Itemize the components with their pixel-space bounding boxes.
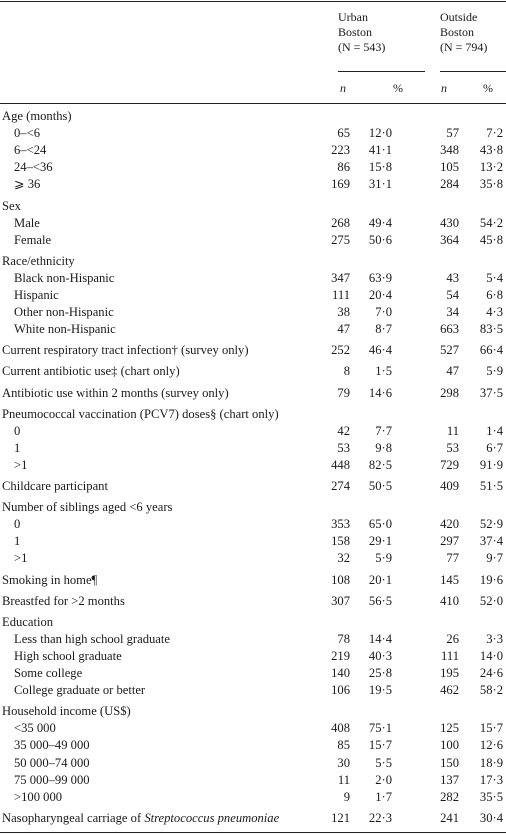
cell-outside-n: 11	[446, 423, 459, 438]
row-label-text: <35 000	[14, 721, 56, 736]
row-label-text: Household income (US$)	[2, 704, 131, 719]
cell-outside-pct: 83·5	[479, 322, 503, 337]
cell-outside-n: 145	[440, 572, 459, 587]
table-row	[0, 287, 506, 304]
cell-outside-n: 420	[440, 517, 459, 532]
cell-urban-pct: 50·6	[368, 232, 392, 247]
cell-urban-n: 219	[331, 648, 350, 663]
row-label	[14, 665, 82, 682]
cell-outside-n: 100	[440, 738, 459, 753]
cell-urban-n: 108	[331, 572, 350, 587]
cell-outside-n: 364	[440, 232, 459, 247]
row-label	[14, 737, 90, 754]
row-label-text: Some college	[14, 666, 83, 680]
cell-urban-pct: 63·9	[368, 270, 392, 285]
row-label-text: College graduate or better	[14, 683, 146, 698]
header-sub-rule-urban	[338, 71, 425, 72]
cell-urban-pct: 5·9	[375, 551, 392, 566]
row-label-text: Current antibiotic use‡ (chart only)	[2, 364, 180, 379]
cell-outside-n: 527	[440, 343, 459, 358]
cell-urban-pct: 19·5	[368, 683, 392, 698]
cell-urban-pct: 15·7	[368, 738, 392, 753]
top-rule	[0, 1, 506, 2]
cell-urban-n: 30	[337, 755, 350, 770]
row-label	[14, 720, 56, 737]
table-row	[0, 215, 506, 232]
cell-outside-n: 298	[440, 385, 459, 400]
row-label-text: Current respiratory tract infection† (survey only)	[2, 343, 249, 358]
cell-outside-pct: 3·3	[486, 631, 503, 646]
outside-header-line2: Boston	[440, 25, 475, 39]
cell-outside-pct: 17·3	[479, 772, 503, 787]
cell-urban-pct: 49·4	[368, 215, 392, 230]
row-label-text: 0	[14, 517, 21, 532]
table-row	[0, 755, 506, 772]
table-row	[0, 125, 506, 142]
table-row	[0, 614, 506, 631]
cell-outside-pct: 6·7	[486, 440, 503, 455]
row-label	[14, 457, 27, 474]
row-label-text: 0–<6	[14, 126, 40, 141]
row-label	[14, 772, 90, 789]
cell-urban-n: 11	[337, 772, 350, 787]
row-label-text: Female	[14, 232, 52, 247]
header-bottom-rule	[0, 103, 506, 104]
cell-outside-pct: 52·9	[479, 517, 503, 532]
row-label-text: White non-Hispanic	[14, 322, 116, 337]
cell-outside-pct: 91·9	[479, 457, 503, 472]
row-label	[2, 810, 279, 827]
cell-outside-n: 284	[440, 177, 459, 192]
cell-urban-n: 38	[337, 305, 350, 320]
urban-header-line2: Boston	[338, 25, 373, 39]
table-row	[0, 108, 506, 125]
cell-outside-pct: 13·2	[479, 160, 503, 175]
table-row	[0, 342, 506, 359]
table-row	[0, 440, 506, 457]
row-label-text: Antibiotic use within 2 months (survey only)	[2, 385, 229, 400]
cell-outside-n: 57	[446, 126, 459, 141]
row-label	[2, 385, 229, 402]
cell-urban-pct: 40·3	[368, 648, 392, 663]
row-label	[2, 572, 97, 589]
cell-outside-pct: 37·4	[479, 534, 503, 549]
row-label-text: Male	[14, 215, 40, 230]
cell-outside-pct: 24·6	[479, 666, 503, 680]
cell-outside-n: 241	[440, 810, 459, 825]
cell-urban-n: 53	[337, 440, 350, 455]
row-label-text: ⩾ 36	[14, 177, 41, 192]
row-label	[14, 142, 46, 159]
cell-urban-pct: 56·5	[368, 593, 392, 608]
bottom-rule	[0, 832, 506, 833]
cell-urban-n: 111	[332, 288, 350, 302]
cell-outside-pct: 12·6	[479, 738, 503, 753]
row-label	[2, 703, 131, 720]
row-label-text: Smoking in home¶	[2, 572, 98, 587]
row-label	[2, 363, 180, 380]
cell-urban-pct: 31·1	[368, 177, 392, 192]
row-label	[14, 270, 114, 287]
cell-outside-pct: 4·3	[486, 305, 503, 320]
cell-outside-n: 137	[440, 772, 459, 787]
row-label-text: Childcare participant	[2, 479, 108, 493]
cell-urban-pct: 1·5	[375, 364, 392, 379]
table-row	[0, 533, 506, 550]
table-row	[0, 198, 506, 215]
cell-urban-pct: 50·5	[368, 479, 392, 493]
cell-outside-n: 195	[440, 666, 459, 680]
urban-pct-column-head: %	[393, 81, 403, 95]
cell-outside-n: 43	[446, 270, 459, 285]
cell-urban-n: 158	[331, 534, 350, 549]
row-label-text: Age (months)	[2, 109, 72, 123]
urban-header-line1: Urban	[338, 10, 368, 24]
outside-n-column-head: n	[441, 81, 447, 95]
cell-urban-pct: 20·4	[368, 288, 392, 302]
cell-urban-n: 86	[337, 160, 350, 175]
row-label-text: >100 000	[14, 789, 63, 804]
table-row	[0, 810, 506, 827]
cell-outside-pct: 5·4	[486, 270, 503, 285]
table-row	[0, 159, 506, 176]
cell-urban-n: 268	[331, 215, 350, 230]
cell-outside-n: 462	[440, 683, 459, 698]
cell-urban-n: 8	[343, 364, 350, 379]
cell-urban-pct: 9·8	[375, 440, 392, 455]
row-label	[14, 125, 40, 142]
cell-outside-n: 53	[446, 440, 459, 455]
row-label	[2, 614, 53, 631]
row-label-text: >1	[14, 457, 28, 472]
cell-outside-pct: 15·7	[479, 721, 503, 736]
table-row	[0, 789, 506, 806]
table-row	[0, 423, 506, 440]
cell-urban-pct: 15·8	[368, 160, 392, 175]
cell-outside-pct: 7·2	[486, 126, 503, 141]
row-label	[2, 198, 21, 215]
outside-pct-column-head: %	[483, 81, 493, 95]
row-label-text: High school graduate	[14, 648, 122, 663]
row-label-text: Education	[2, 614, 54, 629]
cell-urban-n: 47	[337, 322, 350, 337]
cell-outside-n: 111	[441, 648, 459, 663]
cell-outside-n: 430	[440, 215, 459, 230]
cell-urban-pct: 65·0	[368, 517, 392, 532]
cell-outside-pct: 9·7	[486, 551, 503, 566]
urban-n-column-head: n	[340, 81, 346, 95]
row-label-text: Other non-Hispanic	[14, 305, 114, 320]
cell-outside-n: 54	[446, 288, 459, 302]
table-row	[0, 457, 506, 474]
row-label-text: 75 000–99 000	[14, 772, 90, 787]
cell-outside-pct: 14·0	[479, 648, 503, 663]
cell-urban-n: 408	[331, 721, 350, 736]
table-row	[0, 253, 506, 270]
cell-urban-n: 307	[331, 593, 350, 608]
table-row	[0, 499, 506, 516]
header-sub-rule-outside	[440, 71, 506, 72]
cell-urban-n: 85	[337, 738, 350, 753]
row-label	[2, 499, 172, 516]
cell-outside-pct: 58·2	[479, 683, 503, 698]
cell-outside-pct: 35·5	[479, 789, 503, 804]
cell-outside-n: 348	[440, 143, 459, 158]
row-label-text: Black non-Hispanic	[14, 270, 115, 285]
cell-outside-n: 282	[440, 789, 459, 804]
row-label-text: 6–<24	[14, 143, 47, 158]
cell-outside-pct: 52·0	[479, 593, 503, 608]
row-label-text: Less than high school graduate	[14, 631, 170, 646]
cell-urban-n: 106	[331, 683, 350, 698]
cell-urban-pct: 29·1	[368, 534, 392, 549]
cell-urban-n: 274	[331, 479, 350, 493]
table-row	[0, 720, 506, 737]
outside-header-line3: (N = 794)	[440, 40, 488, 54]
cell-urban-pct: 41·1	[368, 143, 392, 158]
row-label	[14, 440, 20, 457]
urban-boston-header	[338, 10, 385, 55]
row-label-text: Race/ethnicity	[2, 253, 75, 268]
cell-urban-n: 169	[331, 177, 350, 192]
row-label	[2, 342, 249, 359]
row-label	[14, 423, 20, 440]
cell-outside-n: 77	[446, 551, 459, 566]
table-row	[0, 176, 506, 193]
table-row	[0, 385, 506, 402]
row-label-text: 1	[14, 440, 21, 455]
row-label	[14, 232, 51, 249]
cell-urban-n: 353	[331, 517, 350, 532]
cell-outside-pct: 54·2	[479, 215, 503, 230]
table-row	[0, 593, 506, 610]
row-label-text: Pneumococcal vaccination (PCV7) doses§ (chart only)	[2, 406, 279, 421]
cell-urban-pct: 14·4	[368, 631, 392, 646]
cell-urban-pct: 7·0	[375, 305, 392, 320]
cell-urban-n: 32	[337, 551, 350, 566]
cell-urban-n: 223	[331, 143, 350, 158]
cell-outside-pct: 43·8	[479, 143, 503, 158]
cell-urban-pct: 5·5	[375, 755, 392, 770]
row-label-text: 35 000–49 000	[14, 738, 90, 753]
cell-outside-n: 409	[440, 479, 459, 493]
row-label-text: 24–<36	[14, 160, 53, 175]
cell-urban-n: 65	[337, 126, 350, 141]
cell-outside-n: 297	[440, 534, 459, 549]
table-row	[0, 304, 506, 321]
cell-urban-n: 121	[331, 810, 350, 825]
cell-outside-n: 26	[446, 631, 459, 646]
outside-boston-header	[440, 10, 487, 55]
cell-outside-pct: 19·6	[479, 572, 503, 587]
row-label-text: Hispanic	[14, 288, 59, 302]
cell-outside-n: 663	[440, 322, 459, 337]
cell-outside-n: 47	[446, 364, 459, 379]
row-label	[2, 108, 72, 125]
row-label	[14, 682, 145, 699]
cell-urban-pct: 82·5	[368, 457, 392, 472]
cell-urban-pct: 14·6	[368, 385, 392, 400]
row-label	[2, 406, 279, 423]
row-label-text: 0	[14, 423, 21, 438]
row-label	[2, 478, 108, 495]
cell-urban-n: 252	[331, 343, 350, 358]
cell-urban-pct: 75·1	[368, 721, 392, 736]
row-label	[14, 631, 170, 648]
table-row	[0, 142, 506, 159]
row-label	[14, 789, 62, 806]
row-label-text: >1	[14, 551, 28, 566]
table-row	[0, 665, 506, 682]
cell-outside-n: 105	[440, 160, 459, 175]
cell-urban-n: 9	[343, 789, 350, 804]
cell-urban-pct: 2·0	[375, 772, 392, 787]
cell-urban-n: 275	[331, 232, 350, 247]
row-label-text: 50 000–74 000	[14, 755, 90, 770]
table-row	[0, 406, 506, 423]
table-row	[0, 363, 506, 380]
row-label	[2, 593, 125, 610]
cell-urban-pct: 46·4	[368, 343, 392, 358]
row-label-text: Number of siblings aged <6 years	[2, 500, 173, 515]
row-label-text: Nasopharyngeal carriage of	[2, 810, 145, 825]
row-label	[14, 176, 40, 193]
table-row	[0, 631, 506, 648]
cell-outside-pct: 51·5	[479, 479, 503, 493]
cell-urban-pct: 22·3	[368, 810, 392, 825]
cell-urban-n: 42	[337, 423, 350, 438]
table-row	[0, 703, 506, 720]
table-row	[0, 648, 506, 665]
table-row	[0, 321, 506, 338]
table-row	[0, 772, 506, 789]
row-label	[14, 321, 116, 338]
row-label-species: Streptococcus pneumoniae	[144, 810, 280, 825]
cell-outside-pct: 30·4	[479, 810, 503, 825]
row-label	[14, 550, 27, 567]
urban-header-line3: (N = 543)	[338, 40, 386, 54]
cell-urban-pct: 1·7	[375, 789, 392, 804]
table-row	[0, 737, 506, 754]
cell-urban-pct: 7·7	[375, 423, 392, 438]
row-label	[14, 755, 90, 772]
row-label	[14, 287, 59, 304]
cell-outside-n: 125	[440, 721, 459, 736]
cell-outside-pct: 6·8	[486, 288, 503, 302]
row-label	[14, 159, 53, 176]
cell-urban-n: 448	[331, 457, 350, 472]
cell-outside-pct: 1·4	[486, 423, 503, 438]
table-row	[0, 682, 506, 699]
cell-outside-pct: 18·9	[479, 755, 503, 770]
cell-urban-pct: 12·0	[368, 126, 392, 141]
cell-outside-n: 150	[440, 755, 459, 770]
cell-outside-pct: 35·8	[479, 177, 503, 192]
row-label	[14, 516, 20, 533]
cell-outside-pct: 5·9	[486, 364, 503, 379]
cell-urban-n: 79	[337, 385, 350, 400]
table-row	[0, 550, 506, 567]
cell-urban-pct: 25·8	[368, 666, 392, 680]
row-label	[14, 215, 40, 232]
cell-outside-pct: 37·5	[479, 385, 503, 400]
cell-outside-pct: 45·8	[479, 232, 503, 247]
table-row	[0, 232, 506, 249]
table-row	[0, 572, 506, 589]
cell-urban-pct: 8·7	[375, 322, 392, 337]
table-row	[0, 516, 506, 533]
row-label	[14, 648, 122, 665]
cell-outside-pct: 66·4	[479, 343, 503, 358]
cell-urban-n: 140	[331, 666, 350, 680]
cell-outside-n: 410	[440, 593, 459, 608]
row-label-text: 1	[14, 534, 21, 549]
row-label	[14, 533, 20, 550]
cell-urban-n: 78	[337, 631, 350, 646]
row-label	[2, 253, 75, 270]
outside-header-line1: Outside	[440, 10, 478, 24]
row-label-text: Breastfed for >2 months	[2, 593, 125, 608]
table-row	[0, 478, 506, 495]
cell-outside-n: 34	[446, 305, 459, 320]
cell-urban-n: 347	[331, 270, 350, 285]
table-row	[0, 270, 506, 287]
cell-outside-n: 729	[440, 457, 459, 472]
cell-urban-pct: 20·1	[368, 572, 392, 587]
row-label	[14, 304, 114, 321]
row-label-text: Sex	[2, 198, 21, 213]
